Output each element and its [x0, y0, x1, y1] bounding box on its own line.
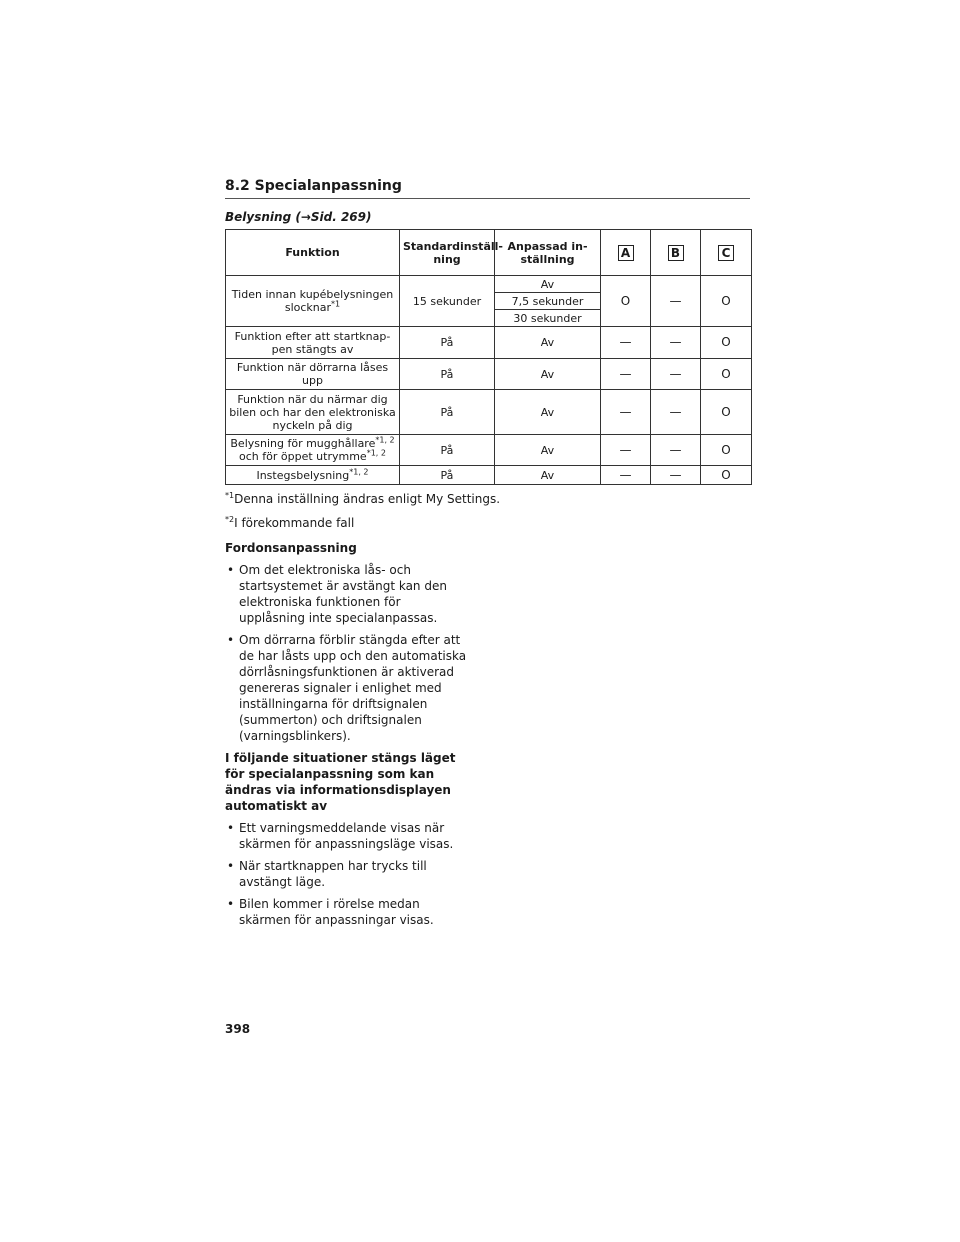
bullet-list-2: [225, 820, 470, 928]
table-row: [226, 466, 752, 485]
subsection-title: Belysning (→Sid. 269): [225, 210, 372, 224]
cell-c: O: [701, 466, 752, 485]
cell-custom: Av: [495, 390, 601, 435]
cell-a: —: [601, 466, 651, 485]
list-item: • Ett varningsmeddelande visas när skärmen för anpassningsläge visas.: [225, 820, 470, 852]
cell-a: O: [601, 276, 651, 327]
body-text: [225, 540, 470, 934]
label-a: A: [618, 245, 634, 261]
cell-b: —: [651, 390, 701, 435]
cell-b: —: [651, 276, 701, 327]
cell-custom: 30 sekunder: [495, 310, 601, 327]
label-b: B: [668, 245, 684, 261]
cell-c: O: [701, 276, 752, 327]
table-header-row: [226, 230, 752, 276]
table-row: [226, 390, 752, 435]
header-b: [651, 230, 701, 276]
cell-function: Funktion när dörrarna låses upp: [226, 359, 400, 390]
cell-b: —: [651, 435, 701, 466]
list-item: • Om det elektroniska lås- och startsystemet är avstängt kan den elektroniska funktionen för upplåsning inte specialanpassas.: [225, 562, 470, 626]
cell-function: Tiden innan kupébelysningen slocknar$^{*1}$: [226, 276, 400, 327]
table-row: [226, 276, 752, 293]
cell-a: —: [601, 359, 651, 390]
cell-custom: 7,5 sekunder: [495, 293, 601, 310]
settings-table: [225, 229, 752, 485]
cell-default: På: [400, 359, 495, 390]
cell-a: —: [601, 327, 651, 359]
section-title: 8.2 Specialanpassning: [225, 178, 750, 199]
cell-custom: Av: [495, 327, 601, 359]
header-a: [601, 230, 651, 276]
cell-a: —: [601, 390, 651, 435]
cell-default: På: [400, 435, 495, 466]
cell-default: På: [400, 466, 495, 485]
cell-b: —: [651, 466, 701, 485]
list-item: • Bilen kommer i rörelse medan skärmen för anpassningar visas.: [225, 896, 470, 928]
cell-c: O: [701, 359, 752, 390]
cell-function: Instegsbelysning$^{*1, 2}$: [226, 466, 400, 485]
list-item: • Om dörrarna förblir stängda efter att de har låsts upp och den automatiska dörrlåsningsfunktionen är aktiverad genereras signaler i enlighet med inställningarna för driftsignalen (summerton) och driftsignalen (varningsblinkers).: [225, 632, 470, 744]
header-function: Funktion: [226, 230, 400, 276]
cell-default: 15 sekunder: [400, 276, 495, 327]
header-c: [701, 230, 752, 276]
header-custom: Anpassad in- ställning: [495, 230, 601, 276]
cell-function: Funktion när du närmar dig bilen och har den elektroniska nyckeln på dig: [226, 390, 400, 435]
cell-default: På: [400, 327, 495, 359]
table-row: [226, 359, 752, 390]
cell-c: O: [701, 435, 752, 466]
cell-custom: Av: [495, 276, 601, 293]
cell-b: —: [651, 359, 701, 390]
cell-c: O: [701, 390, 752, 435]
cell-custom: Av: [495, 435, 601, 466]
cell-custom: Av: [495, 466, 601, 485]
cell-b: —: [651, 327, 701, 359]
cell-c: O: [701, 327, 752, 359]
page-number: 398: [225, 1022, 251, 1036]
header-default: Standardinställ- ning: [400, 230, 495, 276]
heading-vehicle-customization: Fordonsanpassning: [225, 541, 357, 555]
cell-function: Funktion efter att startknap- pen stängts av: [226, 327, 400, 359]
cell-default: På: [400, 390, 495, 435]
cell-function: Belysning för mugghållare$^{*1, 2}$ och för öppet utrymme$^{*1, 2}$: [226, 435, 400, 466]
cell-a: —: [601, 435, 651, 466]
footnote-2: $^{*2}$I förekommande fall: [225, 515, 355, 530]
label-c: C: [718, 245, 734, 261]
table-row: [226, 435, 752, 466]
footnote-1: $^{*1}$Denna inställning ändras enligt My Settings.: [225, 491, 501, 506]
list-item: • När startknappen har trycks till avstängt läge.: [225, 858, 470, 890]
table-row: [226, 327, 752, 359]
heading-auto-off: I följande situationer stängs läget för specialanpassning som kan ändras via informationsdisplayen automatiskt av: [225, 751, 456, 813]
cell-custom: Av: [495, 359, 601, 390]
bullet-list-1: [225, 562, 470, 744]
